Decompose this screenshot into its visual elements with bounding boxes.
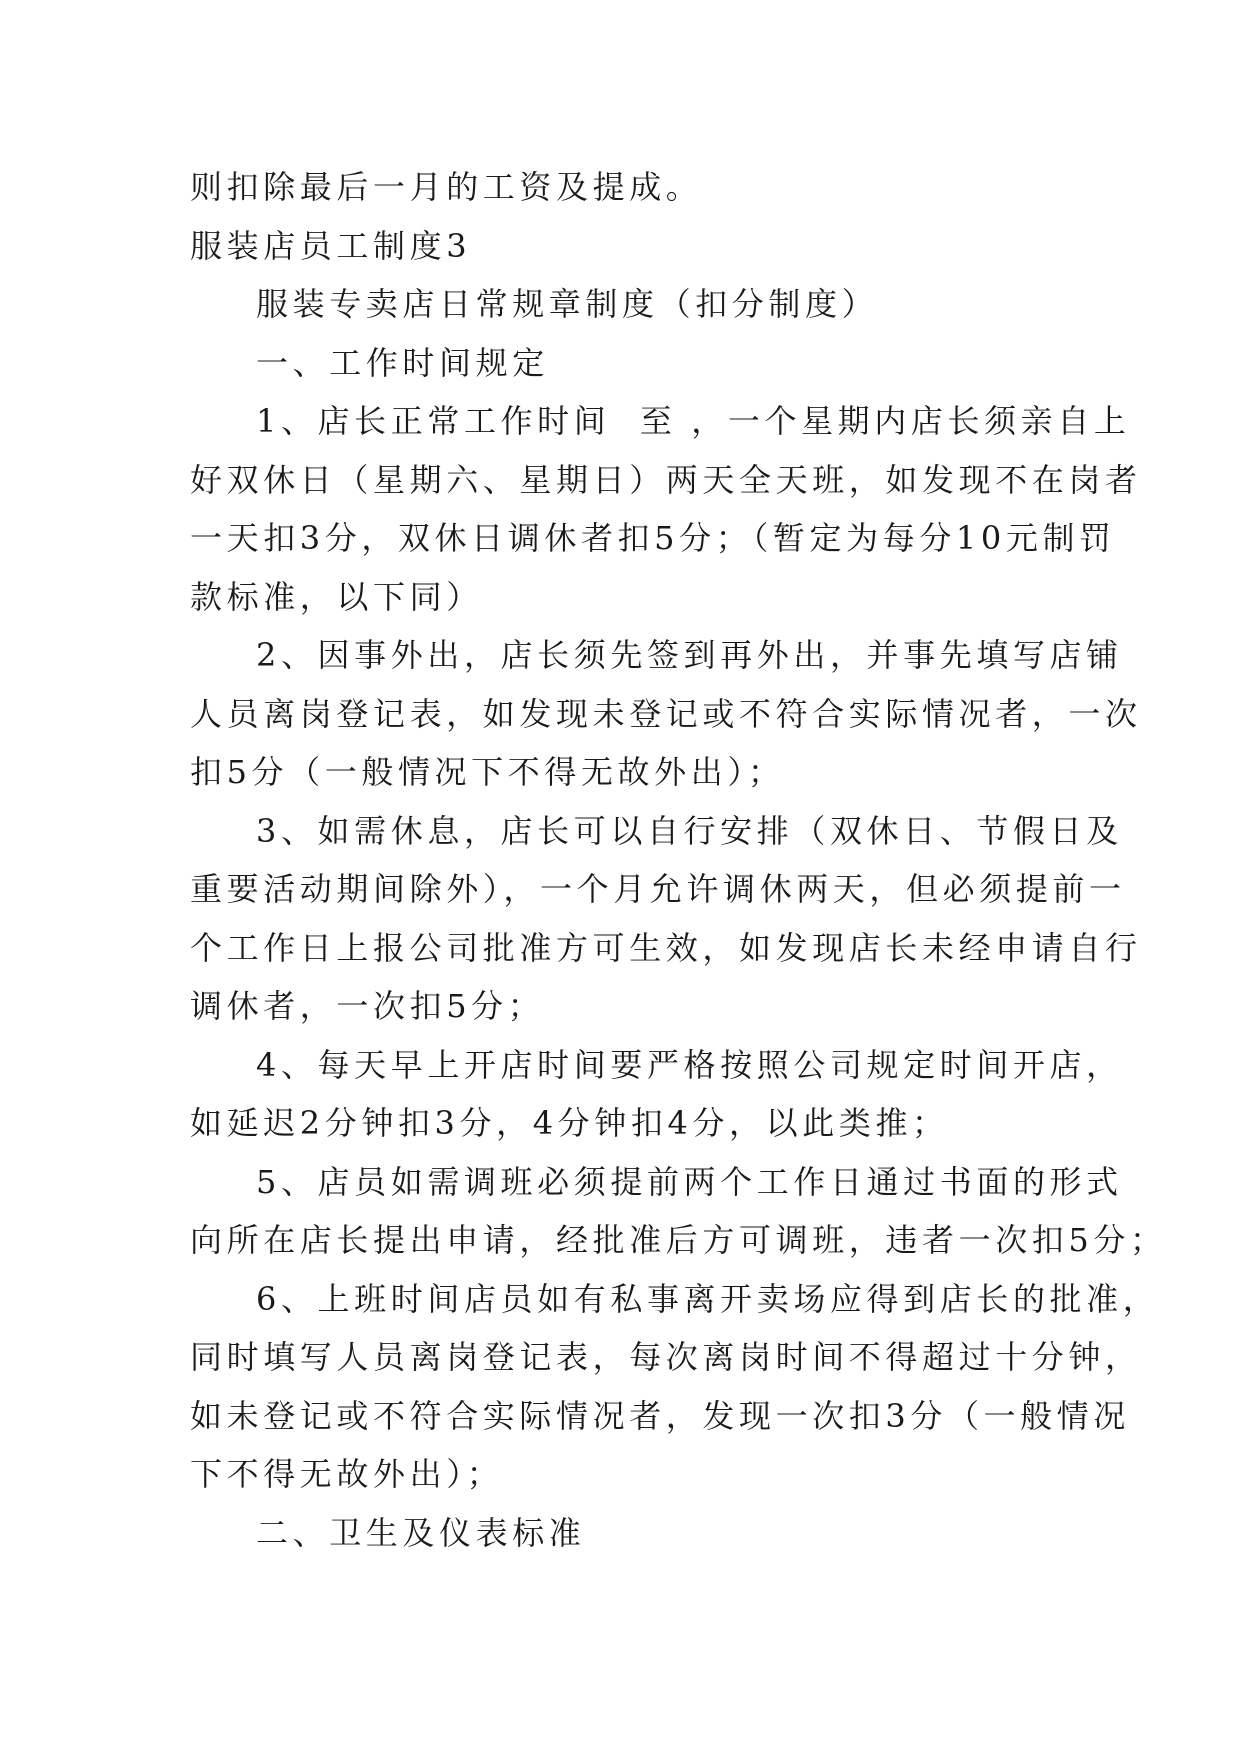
paragraph-line: 同时填写人员离岗登记表，每次离岗时间不得超过十分钟， [190, 1338, 1142, 1376]
paragraph-line: 4、每天早上开店时间要严格按照公司规定时间开店， [256, 1045, 1123, 1084]
paragraph-line: 重要活动期间除外），一个月允许调休两天，但必须提前一 [190, 870, 1126, 908]
paragraph-line: 调休者，一次扣5分； [190, 987, 545, 1025]
section-heading: 二、卫生及仪表标准 [256, 1513, 586, 1552]
paragraph-line: 6、上班时间店员如有私事离开卖场应得到店长的批准， [256, 1279, 1160, 1318]
paragraph-line: 1、店长正常工作时间 至 ，一个星期内店长须亲自上 [256, 402, 1131, 440]
section-heading: 服装店员工制度3 [190, 226, 472, 265]
paragraph-line: 如延迟2分钟扣3分，4分钟扣4分，以此类推； [190, 1104, 949, 1142]
paragraph-line: 人员离岗登记表，如发现未登记或不符合实际情况者，一次 [190, 694, 1142, 733]
paragraph-line: 向所在店长提出申请，经批准后方可调班，违者一次扣5分； [190, 1221, 1167, 1259]
section-heading: 一、工作时间规定 [256, 343, 549, 382]
paragraph-line: 如未登记或不符合实际情况者，发现一次扣3分（一般情况 [190, 1396, 1130, 1435]
paragraph-line: 个工作日上报公司批准方可生效，如发现店长未经申请自行 [190, 928, 1142, 967]
document-title: 服装专卖店日常规章制度（扣分制度） [256, 285, 879, 323]
document-body [190, 158, 1167, 1562]
paragraph-line: 下不得无故外出）； [190, 1455, 504, 1493]
paragraph-line: 5、店员如需调班必须提前两个工作日通过书面的形式 [256, 1162, 1123, 1201]
paragraph-line: 2、因事外出，店长须先签到再外出，并事先填写店铺 [256, 636, 1123, 674]
paragraph-line: 款标准，以下同） [190, 577, 483, 616]
paragraph-line: 扣5分（一般情况下不得无故外出）； [190, 753, 785, 791]
paragraph-line: 则扣除最后一月的工资及提成。 [190, 168, 703, 206]
paragraph-line: 一天扣3分，双休日调休者扣5分；（暂定为每分10元制罚 [190, 519, 1116, 557]
paragraph-line: 好双休日（星期六、星期日）两天全天班，如发现不在岗者 [190, 460, 1142, 499]
paragraph-line: 3、如需休息，店长可以自行安排（双休日、节假日及 [256, 811, 1123, 850]
